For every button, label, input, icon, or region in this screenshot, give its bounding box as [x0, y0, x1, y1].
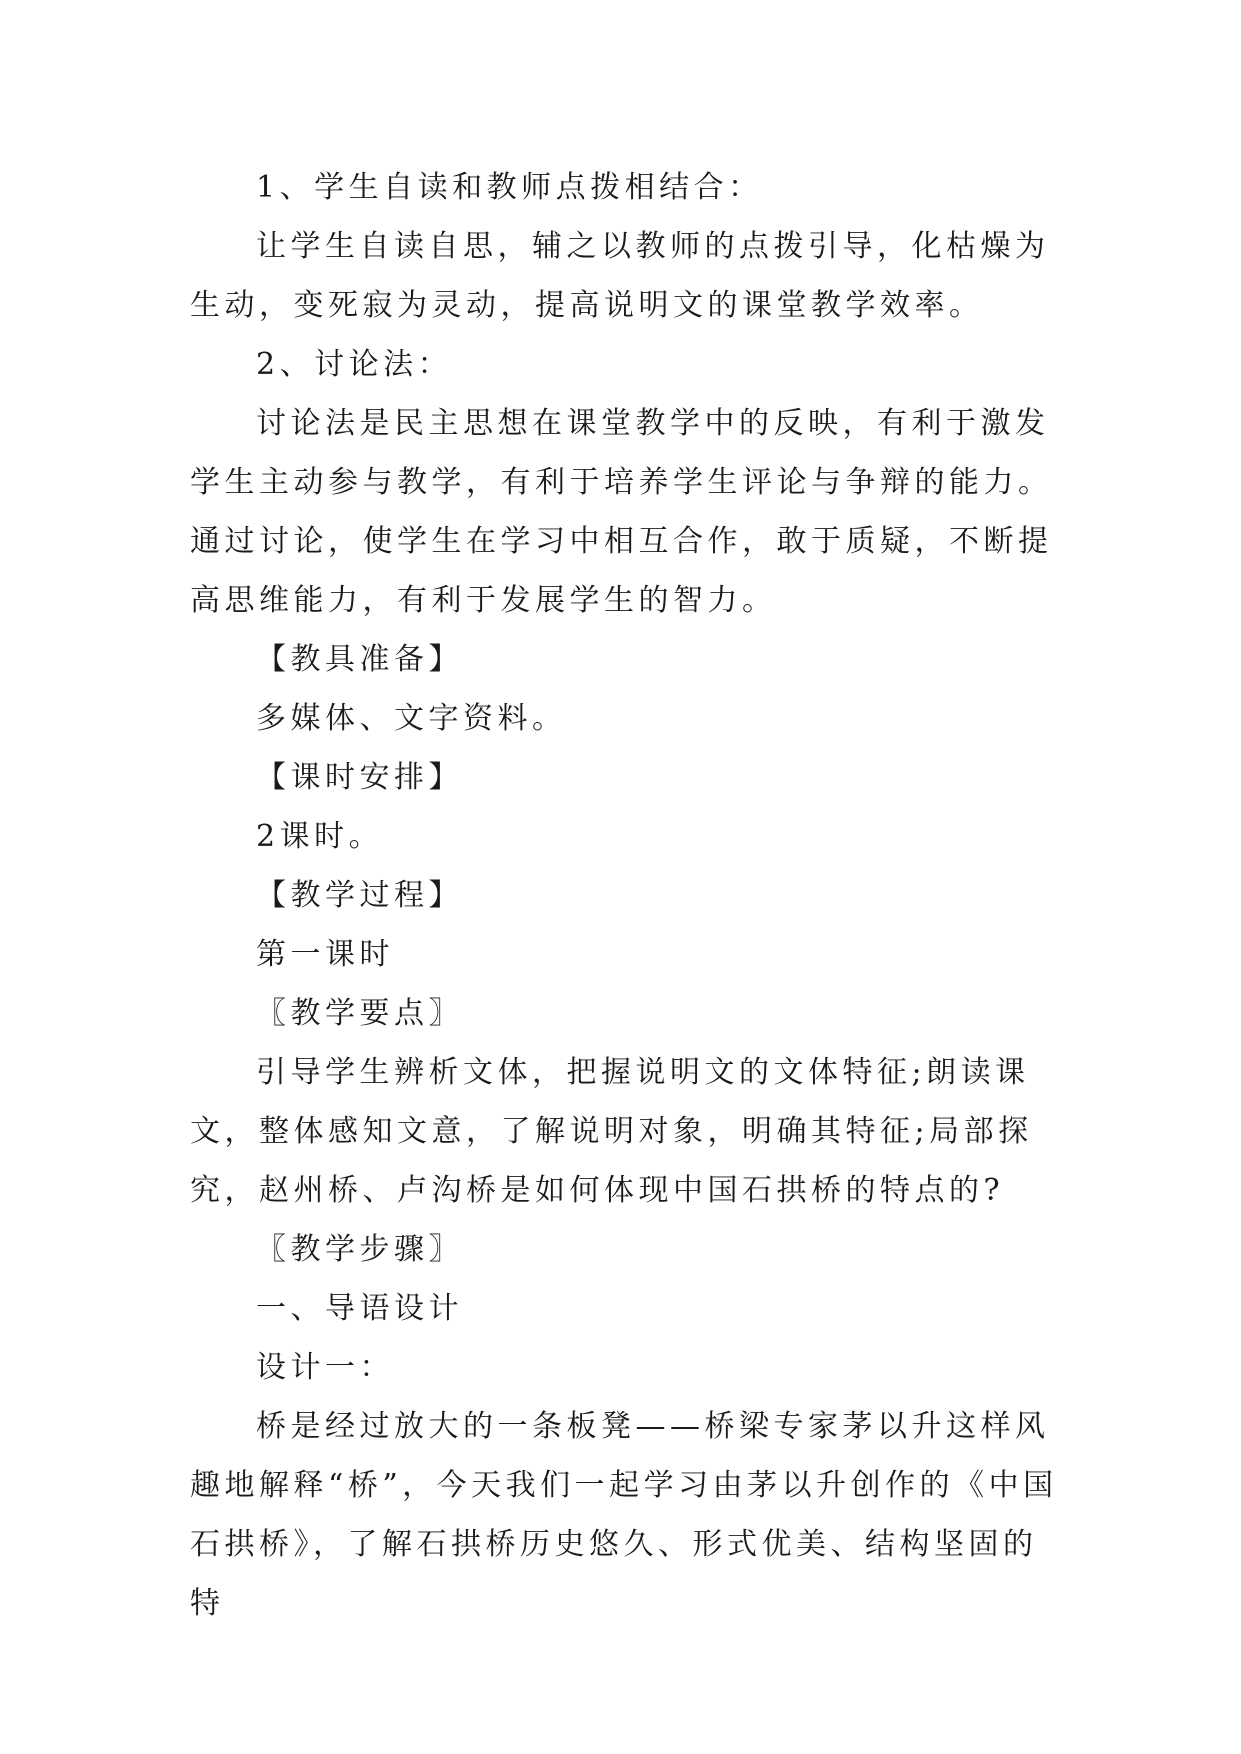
- paragraph: 第一课时: [256, 937, 394, 972]
- paragraph: 让学生自读自思，辅之以教师的点拨引导，化枯燥为生动，变死寂为灵动，提高说明文的课堂教学效率。: [190, 229, 1050, 323]
- paragraph: 多媒体、文字资料。: [256, 701, 567, 736]
- paragraph: 2课时。: [256, 819, 384, 854]
- paragraph: 设计一：: [256, 1350, 394, 1385]
- document-body: [190, 158, 1060, 1633]
- section-heading: 【教具准备】: [256, 642, 463, 677]
- section-heading: 【课时安排】: [256, 760, 463, 795]
- paragraph: 1、学生自读和教师点拨相结合：: [256, 170, 763, 205]
- sub-heading: 〖教学步骤〗: [256, 1232, 463, 1267]
- paragraph: 一、导语设计: [256, 1291, 463, 1326]
- section-heading: 【教学过程】: [256, 878, 463, 913]
- paragraph: 讨论法是民主思想在课堂教学中的反映，有利于激发学生主动参与教学，有利于培养学生评论与争辩的能力。通过讨论，使学生在学习中相互合作，敢于质疑，不断提高思维能力，有利于发展学生的智力。: [190, 406, 1053, 618]
- paragraph: 引导学生辨析文体，把握说明文的文体特征;朗读课文，整体感知文意，了解说明对象，明确其特征;局部探究，赵州桥、卢沟桥是如何体现中国石拱桥的特点的?: [190, 1055, 1033, 1208]
- paragraph: 2、讨论法：: [256, 347, 453, 382]
- paragraph: 桥是经过放大的一条板凳——桥梁专家茅以升这样风趣地解释“桥”，今天我们一起学习由茅以升创作的《中国石拱桥》，了解石拱桥历史悠久、形式优美、结构坚固的特: [190, 1409, 1058, 1621]
- sub-heading: 〖教学要点〗: [256, 996, 463, 1031]
